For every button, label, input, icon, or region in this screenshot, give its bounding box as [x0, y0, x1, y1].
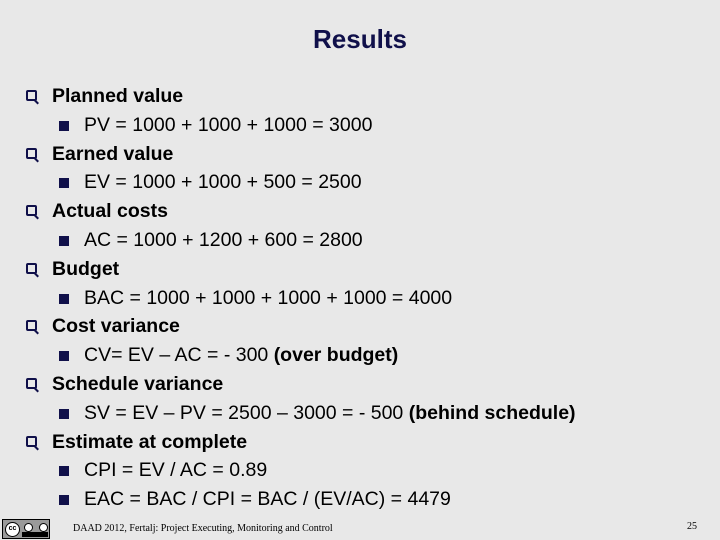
sub-bullet-pv — [26, 111, 706, 140]
sub-bullet-cv — [26, 341, 706, 370]
bullet-cost-variance — [26, 312, 706, 341]
bullet-list — [26, 82, 706, 514]
slide-title: Results — [313, 24, 407, 54]
bullet-actual-costs — [26, 197, 706, 226]
square-bullet-icon — [59, 294, 69, 304]
sub-bullet-bac — [26, 284, 706, 313]
sub-bullet-text: CPI = EV / AC = 0.89 — [84, 459, 268, 482]
sub-bullet-text: AC = 1000 + 1200 + 600 = 2800 — [84, 228, 363, 251]
sub-bullet-text: EV = 1000 + 1000 + 500 = 2500 — [84, 171, 362, 194]
checkbox-bullet-icon — [26, 378, 37, 389]
checkbox-bullet-icon — [26, 148, 37, 159]
bullet-label: Schedule variance — [52, 372, 224, 395]
sub-bullet-sv — [26, 399, 706, 428]
bullet-label: Planned value — [52, 85, 184, 107]
sub-bullet-ev — [26, 168, 706, 197]
sub-bullet-text: PV = 1000 + 1000 + 1000 = 3000 — [84, 113, 373, 136]
bullet-planned-value — [26, 82, 706, 111]
cc-by-nc-sa-icon — [2, 519, 50, 539]
square-bullet-icon — [59, 121, 69, 131]
license-strip — [22, 532, 48, 537]
sub-bullet-text: CV= EV – AC = - 300 — [84, 344, 274, 367]
bullet-label: Budget — [52, 257, 120, 280]
square-bullet-icon — [59, 351, 69, 361]
sub-bullet-text: BAC = 1000 + 1000 + 1000 + 1000 = 4000 — [84, 286, 453, 309]
by-icon — [24, 523, 33, 532]
sub-bullet-ac — [26, 226, 706, 255]
bullet-schedule-variance — [26, 370, 706, 399]
page-number: 25 — [687, 521, 697, 532]
sub-bullet-cpi — [26, 456, 706, 485]
square-bullet-icon — [59, 409, 69, 419]
bullet-estimate-at-complete — [26, 428, 706, 457]
cc-logo-icon: cc — [5, 522, 20, 537]
bullet-label: Cost variance — [52, 315, 180, 338]
sub-bullet-note: (behind schedule) — [408, 401, 576, 424]
sub-bullet-eac — [26, 485, 706, 514]
checkbox-bullet-icon — [26, 90, 37, 101]
sub-bullet-text: EAC = BAC / CPI = BAC / (EV/AC) = 4479 — [84, 488, 451, 511]
square-bullet-icon — [59, 236, 69, 246]
sub-bullet-note: (over budget) — [273, 344, 399, 367]
sa-icon — [39, 523, 48, 532]
checkbox-bullet-icon — [26, 320, 37, 331]
sub-bullet-text: SV = EV – PV = 2500 – 3000 = - 500 — [84, 401, 409, 424]
checkbox-bullet-icon — [26, 436, 37, 447]
bullet-label: Earned value — [52, 142, 174, 165]
footer-text: DAAD 2012, Fertalj: Project Executing, Monitoring and Control — [73, 523, 333, 534]
bullet-label: Actual costs — [52, 200, 168, 223]
bullet-label: Estimate at complete — [52, 430, 248, 453]
checkbox-bullet-icon — [26, 205, 37, 216]
bullet-earned-value — [26, 140, 706, 169]
square-bullet-icon — [59, 178, 69, 188]
checkbox-bullet-icon — [26, 263, 37, 274]
bullet-budget — [26, 255, 706, 284]
square-bullet-icon — [59, 495, 69, 505]
square-bullet-icon — [59, 466, 69, 476]
